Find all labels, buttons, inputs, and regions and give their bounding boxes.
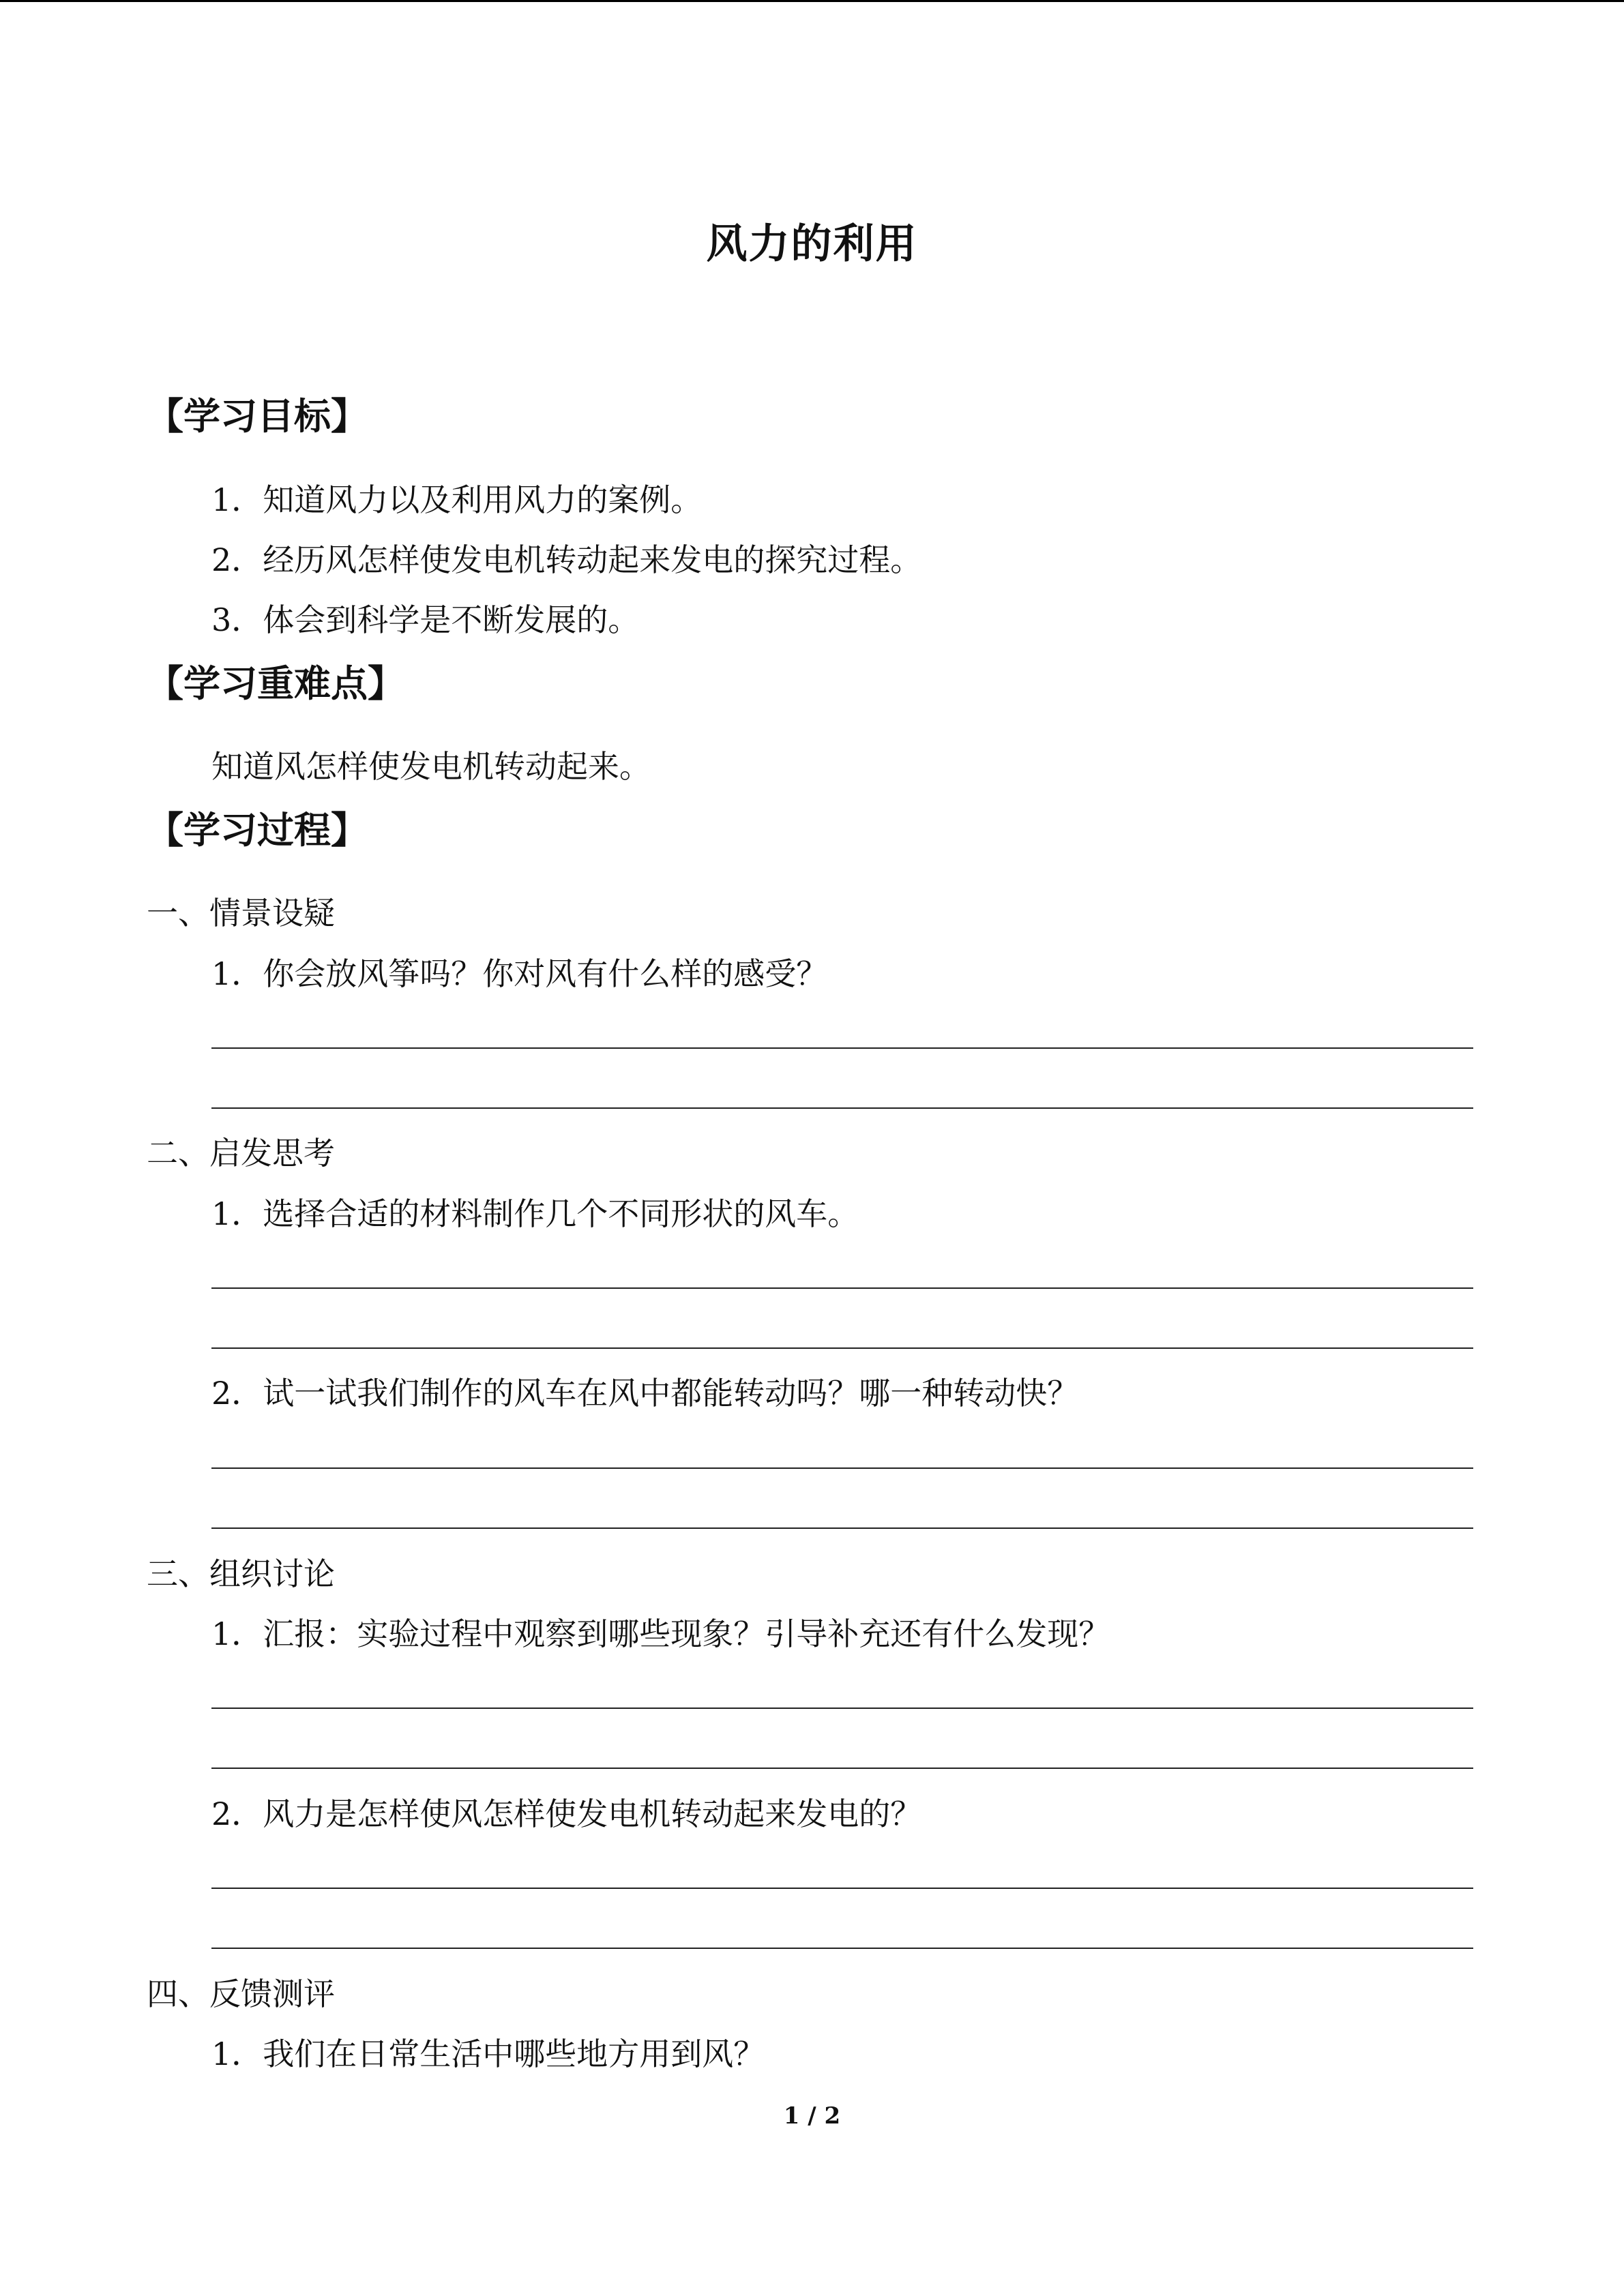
section-title-4: 四、反馈测评	[147, 1976, 335, 2012]
objective-item-3: 3．体会到科学是不断发展的。	[211, 601, 640, 638]
objective-item-1: 1．知道风力以及利用风力的案例。	[211, 481, 703, 518]
answer-line[interactable]	[211, 1527, 1473, 1529]
heading-process: 【学习过程】	[147, 809, 368, 852]
page-title: 风力的利用	[706, 220, 918, 268]
question-3-2: 2．风力是怎样使风怎样使发电机转动起来发电的？	[211, 1795, 922, 1832]
section-title-1: 一、情景设疑	[147, 895, 335, 931]
page-top-border	[0, 0, 1624, 2]
answer-line[interactable]	[211, 1107, 1473, 1109]
answer-line[interactable]	[211, 1467, 1473, 1469]
answer-line[interactable]	[211, 1347, 1473, 1349]
question-2-1: 1．选择合适的材料制作几个不同形状的风车。	[211, 1195, 859, 1232]
answer-line[interactable]	[211, 1047, 1473, 1049]
objective-item-2: 2．经历风怎样使发电机转动起来发电的探究过程。	[211, 541, 922, 578]
question-3-1: 1．汇报：实验过程中观察到哪些现象？引导补充还有什么发现？	[211, 1615, 1110, 1652]
section-title-3: 三、组织讨论	[147, 1555, 335, 1592]
answer-line[interactable]	[211, 1768, 1473, 1769]
key-points-text: 知道风怎样使发电机转动起来。	[211, 748, 651, 785]
question-1-1: 1．你会放风筝吗？你对风有什么样的感受？	[211, 955, 828, 992]
answer-line[interactable]	[211, 1287, 1473, 1289]
answer-line[interactable]	[211, 1948, 1473, 1949]
page-number: 1 / 2	[783, 2102, 841, 2130]
answer-line[interactable]	[211, 1888, 1473, 1889]
section-title-2: 二、启发思考	[147, 1135, 335, 1172]
question-4-1: 1．我们在日常生活中哪些地方用到风？	[211, 2036, 765, 2072]
question-2-2: 2．试一试我们制作的风车在风中都能转动吗？哪一种转动快？	[211, 1375, 1079, 1412]
heading-objectives: 【学习目标】	[147, 395, 368, 438]
heading-key-points: 【学习重难点】	[147, 662, 404, 705]
answer-line[interactable]	[211, 1708, 1473, 1709]
